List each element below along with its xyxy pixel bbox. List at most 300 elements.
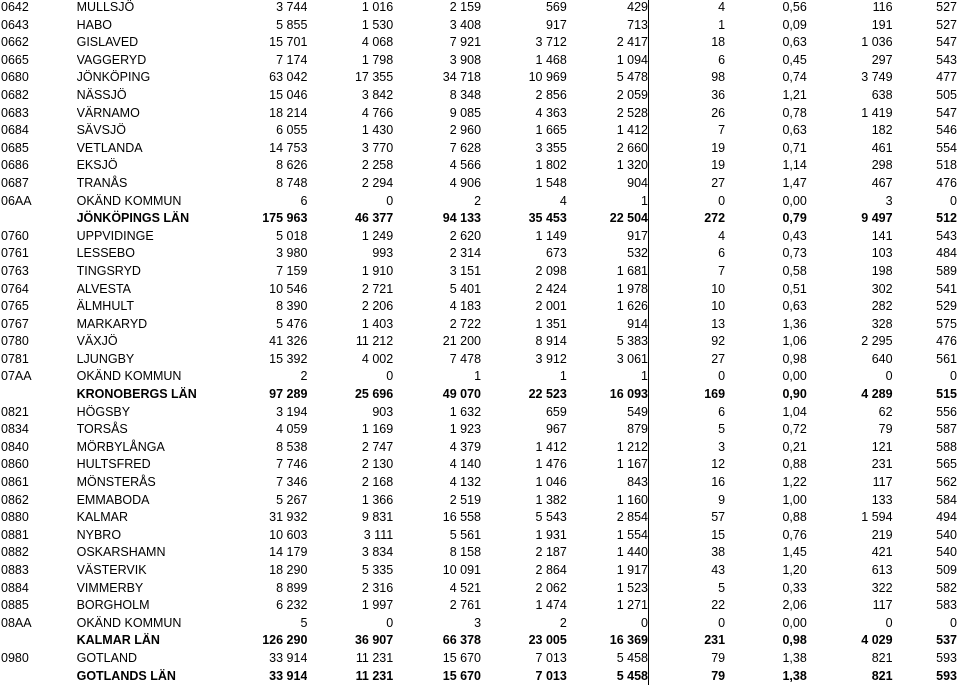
value-cell-col7: 0,73: [782, 246, 807, 261]
municipality-name: BORGHOLM: [76, 598, 150, 613]
value-cell-col8: 3 749: [861, 70, 893, 85]
value-cell-col1: 10 603: [269, 527, 308, 542]
value-cell-col3: 8 348: [449, 87, 482, 102]
value-cell-col4: 2 187: [535, 545, 567, 560]
value-cell-col2: 1 798: [361, 52, 394, 67]
value-cell-col4: 1: [559, 369, 567, 384]
value-cell-col5: 2 854: [567, 509, 649, 527]
value-cell-col3: 3 408: [449, 17, 482, 32]
value-cell-col8: 322: [871, 580, 893, 595]
value-cell-col4: 3 355: [535, 140, 567, 155]
table-row: [0, 316, 957, 334]
value-cell-col8: 4 289: [861, 387, 893, 402]
value-cell-col5: 1: [567, 193, 649, 211]
value-cell-col5: 1 554: [567, 527, 649, 545]
county-total-row: [0, 386, 957, 404]
value-cell-col3: 2 620: [449, 228, 482, 243]
value-cell-col1: 2: [300, 369, 308, 384]
municipality-name: HULTSFRED: [76, 457, 151, 472]
municipality-code: 0861: [1, 475, 29, 490]
value-cell-col5: 5 383: [567, 333, 649, 351]
value-cell-col4: 2 864: [535, 563, 567, 577]
municipality-code: 0884: [1, 580, 29, 595]
value-cell-col9: 593: [936, 650, 957, 665]
value-cell-col5: 5 458: [567, 668, 649, 686]
value-cell-col6: 10: [711, 299, 726, 314]
value-cell-col1: 6 232: [276, 598, 308, 613]
value-cell-col8: 2 295: [861, 334, 893, 349]
value-cell-col3: 2 314: [449, 246, 482, 261]
value-cell-col4: 22 523: [528, 387, 567, 402]
value-cell-col1: 6: [300, 193, 308, 208]
municipality-code: 0685: [1, 140, 29, 155]
municipality-name: MULLSJÖ: [76, 0, 135, 14]
value-cell-col6: 0: [718, 369, 726, 384]
value-cell-col9: 0: [950, 369, 957, 384]
value-cell-col9: 565: [936, 457, 957, 472]
municipality-name: JÖNKÖPING: [76, 70, 151, 85]
value-cell-col1: 8 748: [276, 175, 308, 190]
value-cell-col4: 659: [545, 404, 567, 419]
value-cell-col2: 1 430: [361, 123, 394, 138]
municipality-name: MÖRBYLÅNGA: [76, 439, 165, 454]
value-cell-col7: 0,63: [782, 123, 807, 138]
table-row: [0, 34, 957, 52]
value-cell-col4: 10 969: [528, 70, 567, 85]
value-cell-col3: 5 561: [449, 527, 482, 542]
value-cell-col5: 1 626: [567, 298, 649, 316]
table-row: [0, 157, 957, 175]
value-cell-col4: 2 424: [535, 281, 567, 296]
value-cell-col7: 1,00: [782, 492, 807, 507]
value-cell-col3: 7 478: [449, 351, 482, 366]
value-cell-col3: 3 908: [449, 52, 482, 67]
table-row: [0, 527, 957, 545]
municipality-code: 0862: [1, 492, 29, 507]
value-cell-col7: 1,21: [782, 87, 807, 102]
value-cell-col9: 476: [936, 334, 957, 349]
table-row: [0, 298, 957, 316]
municipality-code: 0665: [1, 52, 29, 67]
value-cell-col4: 4 363: [535, 105, 567, 120]
value-cell-col6: 13: [711, 316, 726, 331]
value-cell-col7: 0,33: [782, 580, 807, 595]
value-cell-col3: 10 091: [442, 563, 482, 577]
value-cell-col7: 2,06: [782, 598, 807, 613]
municipality-code: 0781: [1, 351, 29, 366]
value-cell-col2: 4 068: [361, 35, 394, 50]
value-cell-col2: 2 258: [361, 158, 394, 173]
value-cell-col3: 9 085: [449, 105, 482, 120]
value-cell-col8: 133: [871, 492, 893, 507]
value-cell-col3: 4 521: [449, 580, 482, 595]
value-cell-col1: 4 059: [276, 422, 308, 437]
table-row: [0, 140, 957, 158]
value-cell-col3: 49 070: [442, 387, 482, 402]
value-cell-col2: 11 212: [355, 334, 394, 349]
value-cell-col8: 141: [871, 228, 893, 243]
value-cell-col4: 569: [545, 0, 567, 14]
value-cell-col6: 6: [718, 52, 726, 67]
value-cell-col3: 4 183: [449, 299, 482, 314]
value-cell-col4: 1 351: [535, 316, 567, 331]
municipality-name: VÄXJÖ: [76, 334, 118, 349]
value-cell-col5: 1: [567, 368, 649, 386]
value-cell-col9: 541: [936, 281, 957, 296]
municipality-code: 0821: [1, 404, 29, 419]
value-cell-col2: 993: [372, 246, 394, 261]
value-cell-col3: 1 632: [449, 404, 482, 419]
value-cell-col1: 3 194: [276, 404, 308, 419]
value-cell-col1: 6 055: [276, 123, 308, 138]
value-cell-col4: 3 712: [535, 35, 567, 50]
value-cell-col8: 302: [871, 281, 893, 296]
value-cell-col6: 6: [718, 246, 726, 261]
value-cell-col1: 175 963: [262, 211, 308, 226]
value-cell-col6: 98: [711, 70, 726, 85]
value-cell-col2: 1 016: [361, 0, 394, 14]
county-total-row: [0, 632, 957, 650]
municipality-code: 0980: [1, 650, 29, 665]
municipality-name: VETLANDA: [76, 140, 143, 155]
municipality-code: 0765: [1, 299, 29, 314]
municipality-name: HABO: [76, 17, 113, 32]
value-cell-col1: 18 290: [269, 563, 308, 577]
value-cell-col4: 2 856: [535, 87, 567, 102]
value-cell-col9: 575: [936, 316, 957, 331]
value-cell-col5: 1 320: [567, 157, 649, 175]
value-cell-col3: 1: [474, 369, 482, 384]
value-cell-col7: 1,47: [782, 175, 807, 190]
value-cell-col6: 12: [711, 457, 726, 472]
value-cell-col3: 15 670: [442, 668, 482, 683]
value-cell-col9: 584: [936, 492, 957, 507]
value-cell-col2: 1 249: [361, 228, 394, 243]
table-row: [0, 87, 957, 105]
value-cell-col7: 0,88: [782, 457, 807, 472]
value-cell-col3: 15 670: [442, 650, 482, 665]
value-cell-col9: 527: [936, 17, 957, 32]
value-cell-col1: 41 326: [269, 334, 308, 349]
value-cell-col3: 2 761: [449, 598, 482, 613]
value-cell-col9: 505: [936, 87, 957, 102]
value-cell-col9: 476: [936, 175, 957, 190]
value-cell-col6: 169: [704, 387, 726, 402]
value-cell-col5: 1 917: [567, 562, 649, 580]
table-row: [0, 597, 957, 615]
value-cell-col7: 0,90: [782, 387, 807, 402]
value-cell-col1: 126 290: [262, 633, 308, 648]
value-cell-col6: 79: [711, 668, 726, 683]
municipality-code: 0642: [1, 0, 29, 14]
value-cell-col8: 640: [871, 351, 893, 366]
table-row: [0, 562, 957, 580]
value-cell-col2: 2 294: [361, 175, 394, 190]
value-cell-col7: 0,63: [782, 35, 807, 50]
value-cell-col9: 540: [936, 545, 957, 560]
value-cell-col8: 103: [871, 246, 893, 261]
value-cell-col1: 7 746: [276, 457, 308, 472]
value-cell-col4: 2 001: [535, 299, 567, 314]
value-cell-col4: 4: [559, 193, 567, 208]
municipality-name: NÄSSJÖ: [76, 87, 127, 102]
value-cell-col3: 3 151: [449, 263, 482, 278]
municipality-name: NYBRO: [76, 527, 122, 542]
value-cell-col2: 2 168: [361, 475, 394, 490]
value-cell-col5: 914: [567, 316, 649, 334]
municipality-code: 0683: [1, 105, 29, 120]
value-cell-col5: 429: [567, 0, 649, 17]
value-cell-col5: 2 417: [567, 34, 649, 52]
municipality-code: 0643: [1, 17, 29, 32]
value-cell-col1: 8 899: [276, 580, 308, 595]
value-cell-col4: 967: [545, 422, 567, 437]
value-cell-col6: 36: [711, 87, 726, 102]
table-row: [0, 404, 957, 422]
value-cell-col9: 547: [936, 35, 957, 50]
value-cell-col4: 1 548: [535, 175, 567, 190]
value-cell-col1: 14 179: [269, 545, 308, 560]
municipality-name: ALVESTA: [76, 281, 132, 296]
value-cell-col8: 0: [885, 615, 893, 630]
value-cell-col8: 9 497: [861, 211, 893, 226]
value-cell-col4: 1 149: [535, 228, 567, 243]
municipality-name: OKÄND KOMMUN: [76, 615, 182, 630]
value-cell-col8: 297: [871, 52, 893, 67]
value-cell-col7: 0,78: [782, 105, 807, 120]
table-row: [0, 333, 957, 351]
value-cell-col2: 0: [386, 615, 394, 630]
value-cell-col2: 1 910: [361, 263, 394, 278]
municipality-name: OKÄND KOMMUN: [76, 369, 182, 384]
county-total-row: [0, 210, 957, 228]
value-cell-col9: 561: [936, 351, 957, 366]
value-cell-col1: 97 289: [269, 387, 308, 402]
value-cell-col3: 2 519: [449, 492, 482, 507]
value-cell-col8: 116: [872, 0, 893, 14]
value-cell-col7: 1,36: [782, 316, 807, 331]
value-cell-col6: 18: [711, 35, 726, 50]
table-row: [0, 52, 957, 70]
value-cell-col2: 3 834: [361, 545, 394, 560]
value-cell-col8: 328: [871, 316, 893, 331]
value-cell-col8: 117: [872, 475, 893, 490]
value-cell-col4: 2: [559, 615, 567, 630]
value-cell-col9: 593: [936, 668, 957, 683]
value-cell-col7: 0,09: [782, 17, 807, 32]
value-cell-col9: 484: [936, 246, 957, 261]
value-cell-col1: 15 046: [269, 87, 308, 102]
municipality-code: 0680: [1, 70, 29, 85]
municipality-name: MARKARYD: [76, 316, 148, 331]
municipality-name: VÄRNAMO: [76, 105, 140, 120]
municipality-code: 0882: [1, 545, 29, 560]
value-cell-col9: 546: [936, 123, 957, 138]
value-cell-col2: 2 130: [361, 457, 394, 472]
value-cell-col7: 0,43: [782, 228, 807, 243]
value-cell-col3: 4 566: [449, 158, 482, 173]
value-cell-col7: 0,76: [782, 527, 807, 542]
value-cell-col7: 0,98: [782, 633, 807, 648]
value-cell-col1: 8 538: [276, 439, 308, 454]
value-cell-col1: 18 214: [269, 105, 308, 120]
value-cell-col3: 2 722: [449, 316, 482, 331]
value-cell-col1: 7 159: [276, 263, 308, 278]
value-cell-col5: 532: [567, 245, 649, 263]
value-cell-col9: 589: [936, 263, 957, 278]
value-cell-col5: 879: [567, 421, 649, 439]
value-cell-col3: 7 628: [449, 140, 482, 155]
value-cell-col9: 537: [936, 633, 957, 648]
municipality-name: VAGGERYD: [76, 52, 147, 67]
value-cell-col1: 5 476: [276, 316, 308, 331]
value-cell-col5: 5 478: [567, 69, 649, 87]
value-cell-col6: 19: [711, 140, 726, 155]
value-cell-col1: 5: [300, 615, 308, 630]
value-cell-col5: 1 167: [567, 456, 649, 474]
table-row: [0, 439, 957, 457]
value-cell-col1: 8 626: [276, 158, 308, 173]
value-cell-col3: 4 132: [449, 475, 482, 490]
value-cell-col5: 2 528: [567, 105, 649, 123]
value-cell-col1: 33 914: [269, 668, 308, 683]
value-cell-col5: 1 271: [567, 597, 649, 615]
value-cell-col7: 0,00: [782, 193, 807, 208]
value-cell-col7: 0,58: [782, 263, 807, 278]
table-row: [0, 615, 957, 633]
municipality-code: 0840: [1, 439, 29, 454]
municipality-name: TRANÅS: [76, 175, 128, 190]
municipality-code: 0885: [1, 598, 29, 613]
table-row: [0, 263, 957, 281]
value-cell-col6: 22: [711, 598, 726, 613]
table-row: [0, 544, 957, 562]
table-row: [0, 228, 957, 246]
value-cell-col4: 8 914: [535, 334, 567, 349]
value-cell-col6: 57: [711, 510, 726, 525]
value-cell-col9: 583: [936, 598, 957, 613]
value-cell-col5: 1 978: [567, 281, 649, 299]
municipality-code: 0760: [1, 228, 29, 243]
municipality-code: 0881: [1, 527, 29, 542]
municipality-name: VIMMERBY: [76, 580, 144, 595]
municipality-code: 0767: [1, 316, 29, 331]
value-cell-col7: 1,22: [782, 475, 807, 490]
value-cell-col6: 27: [711, 351, 726, 366]
value-cell-col4: 673: [545, 246, 567, 261]
value-cell-col5: 16 369: [567, 632, 649, 650]
value-cell-col6: 26: [711, 105, 726, 120]
value-cell-col8: 4 029: [861, 633, 893, 648]
value-cell-col6: 272: [704, 211, 726, 226]
municipality-code: 0883: [1, 563, 29, 577]
value-cell-col7: 0,00: [782, 369, 807, 384]
value-cell-col2: 4 766: [361, 105, 394, 120]
municipality-code: [0, 210, 77, 228]
municipality-code: 0662: [1, 35, 29, 50]
value-cell-col9: 543: [936, 228, 957, 243]
value-cell-col8: 638: [871, 87, 893, 102]
municipality-name: UPPVIDINGE: [76, 228, 154, 243]
value-cell-col2: 25 696: [354, 387, 394, 402]
value-cell-col4: 7 013: [535, 668, 567, 683]
value-cell-col4: 23 005: [528, 633, 567, 648]
value-cell-col5: 22 504: [567, 210, 649, 228]
value-cell-col1: 33 914: [269, 650, 308, 665]
value-cell-col2: 3 770: [361, 140, 394, 155]
value-cell-col9: 0: [950, 615, 957, 630]
value-cell-col5: 904: [567, 175, 649, 193]
value-cell-col9: 515: [936, 387, 957, 402]
value-cell-col2: 1 997: [361, 598, 394, 613]
value-cell-col2: 2 316: [361, 580, 394, 595]
value-cell-col3: 3: [474, 615, 482, 630]
value-cell-col4: 1 046: [535, 475, 567, 490]
value-cell-col4: 1 468: [535, 52, 567, 67]
value-cell-col7: 1,06: [782, 334, 807, 349]
value-cell-col6: 7: [718, 263, 726, 278]
value-cell-col6: 4: [718, 0, 726, 14]
value-cell-col1: 3 744: [276, 0, 308, 14]
county-name: KALMAR LÄN: [76, 633, 160, 648]
value-cell-col2: 2 747: [361, 439, 394, 454]
value-cell-col5: 1 440: [567, 544, 649, 562]
value-cell-col9: 477: [936, 70, 957, 85]
value-cell-col6: 3: [718, 439, 726, 454]
municipality-code: 07AA: [1, 369, 32, 384]
value-cell-col8: 198: [871, 263, 893, 278]
value-cell-col9: 587: [936, 422, 957, 437]
value-cell-col8: 1 594: [861, 510, 893, 525]
table-row: [0, 474, 957, 492]
municipality-name: GISLAVED: [76, 35, 139, 50]
municipality-code: 0686: [1, 158, 29, 173]
municipality-code: 0763: [1, 263, 29, 278]
municipality-name: TINGSRYD: [76, 263, 141, 278]
value-cell-col7: 0,63: [782, 299, 807, 314]
municipality-code: 0682: [1, 87, 29, 102]
value-cell-col9: 509: [936, 563, 957, 577]
value-cell-col7: 0,56: [782, 0, 807, 14]
value-cell-col5: 713: [567, 17, 649, 35]
value-cell-col8: 231: [871, 457, 893, 472]
municipality-name: OKÄND KOMMUN: [76, 193, 182, 208]
value-cell-col4: 1 665: [535, 123, 567, 138]
value-cell-col7: 1,38: [782, 650, 807, 665]
value-cell-col3: 4 379: [449, 439, 482, 454]
value-cell-col6: 7: [718, 123, 726, 138]
value-cell-col1: 3 980: [276, 246, 308, 261]
value-cell-col4: 35 453: [528, 211, 567, 226]
municipality-name: TORSÅS: [76, 422, 128, 437]
value-cell-col6: 6: [718, 404, 726, 419]
value-cell-col5: 1 094: [567, 52, 649, 70]
value-cell-col9: 554: [936, 140, 957, 155]
value-cell-col3: 8 158: [449, 545, 482, 560]
value-cell-col8: 1 036: [861, 35, 893, 50]
value-cell-col2: 17 355: [354, 70, 394, 85]
value-cell-col9: 547: [936, 105, 957, 120]
municipality-code: [0, 668, 77, 686]
value-cell-col8: 821: [871, 668, 893, 683]
table-row: [0, 193, 957, 211]
value-cell-col3: 34 718: [442, 70, 482, 85]
value-cell-col5: 843: [567, 474, 649, 492]
value-cell-col8: 79: [878, 422, 893, 437]
value-cell-col6: 231: [704, 633, 726, 648]
value-cell-col8: 219: [871, 527, 893, 542]
table-row: [0, 175, 957, 193]
